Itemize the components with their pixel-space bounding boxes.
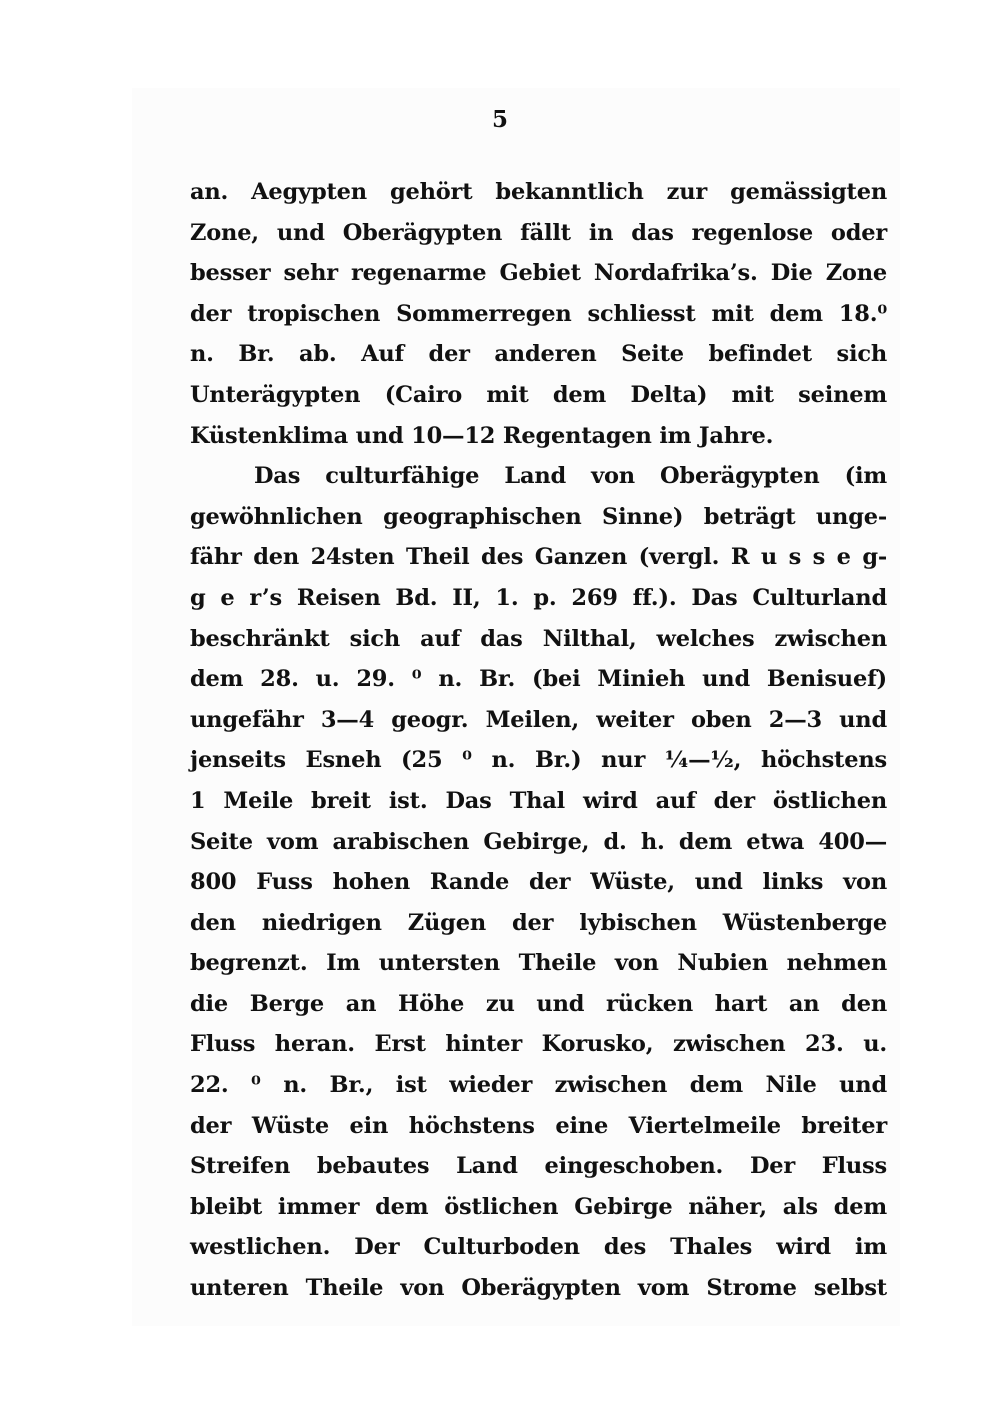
text-line: beschränkt sich auf das Nilthal, welches zwischen — [190, 625, 887, 652]
text-line: fähr den 24sten Theil des Ganzen (vergl. R u s s e g- — [190, 544, 887, 571]
text-line: dem 28. u. 29. ⁰ n. Br. (bei Minieh und Benisuef) — [190, 666, 887, 693]
text-line: 800 Fuss hohen Rande der Wüste, und links von — [190, 869, 887, 896]
text-line: westlichen. Der Culturboden des Thales wird im — [190, 1234, 887, 1261]
text-line: Unterägypten (Cairo mit dem Delta) mit seinem — [190, 381, 887, 408]
text-line: begrenzt. Im untersten Theile von Nubien nehmen — [190, 950, 887, 977]
text-line: Streifen bebautes Land eingeschoben. Der Fluss — [190, 1153, 887, 1180]
text-line: der Wüste ein höchstens eine Viertelmeile breiter — [190, 1112, 887, 1139]
text-line: Zone, und Oberägypten fällt in das regenlose oder — [190, 219, 887, 246]
body-text — [190, 172, 887, 1309]
text-line: g e r’s Reisen Bd. II, 1. p. 269 ff.). Das Culturland — [190, 584, 887, 611]
text-line: Seite vom arabischen Gebirge, d. h. dem etwa 400— — [190, 828, 887, 855]
text-line: 22. ⁰ n. Br., ist wieder zwischen dem Nile und — [190, 1072, 887, 1099]
text-line: Fluss heran. Erst hinter Korusko, zwischen 23. u. — [190, 1031, 887, 1058]
text-line: jenseits Esneh (25 ⁰ n. Br.) nur ¼—½, höchstens — [190, 747, 887, 774]
text-line: den niedrigen Zügen der lybischen Wüstenberge — [190, 909, 887, 936]
paragraph-start-line: Das culturfähige Land von Oberägypten (im — [254, 463, 887, 490]
text-line: 1 Meile breit ist. Das Thal wird auf der östlichen — [190, 787, 887, 814]
page-number: 5 — [491, 106, 508, 133]
text-line: der tropischen Sommerregen schliesst mit dem 18.⁰ — [190, 300, 887, 327]
text-line: die Berge an Höhe zu und rücken hart an den — [190, 990, 887, 1017]
text-line: n. Br. ab. Auf der anderen Seite befindet sich — [190, 341, 887, 368]
text-line: bleibt immer dem östlichen Gebirge näher, als dem — [190, 1193, 887, 1220]
text-line: ungefähr 3—4 geogr. Meilen, weiter oben 2—3 und — [190, 706, 887, 733]
text-line: an. Aegypten gehört bekanntlich zur gemässigten — [190, 179, 887, 205]
text-line: gewöhnlichen geographischen Sinne) beträgt unge- — [190, 503, 887, 530]
text-line: besser sehr regenarme Gebiet Nordafrika’s. Die Zone — [190, 260, 887, 287]
text-line: unteren Theile von Oberägypten vom Strome selbst — [190, 1275, 887, 1302]
paragraph-end-line: Küstenklima und 10—12 Regentagen im Jahre. — [190, 422, 774, 449]
